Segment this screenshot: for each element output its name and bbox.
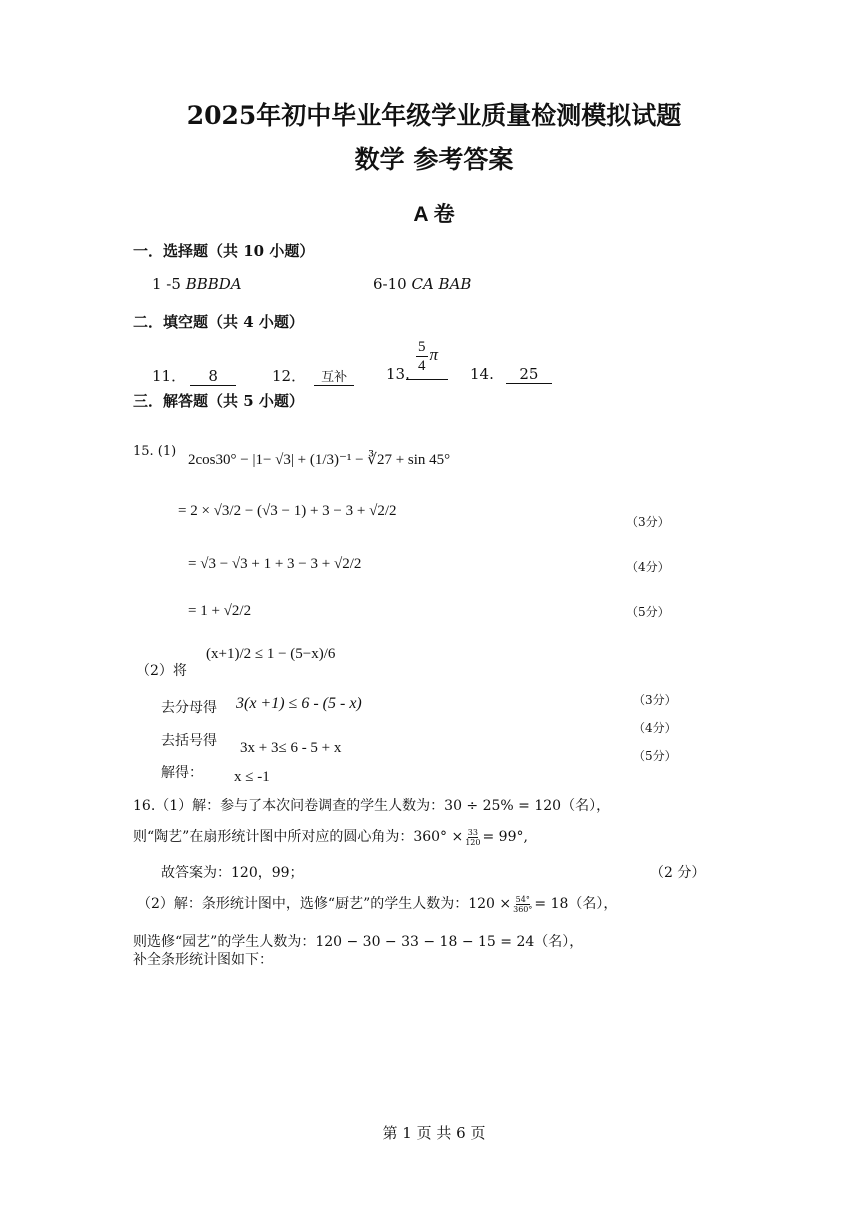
q15-line-4: = 1 + √2/2 <box>188 603 252 619</box>
section-3-heading: 三．解答题（共 5 小题） <box>133 392 304 410</box>
q16-line-5: 则选修“园艺”的学生人数为：120 − 30 − 33 − 18 − 15 = 24（名）， <box>133 934 584 950</box>
mc-answers-1: BBBDA <box>185 275 242 293</box>
q14-label: 14. <box>470 365 494 383</box>
q15-part2-inequality: (x+1)/2 ≤ 1 − (5−x)/6 <box>206 646 336 662</box>
step-3-label: 解得： <box>161 765 203 781</box>
mc-range-2: 6-10 <box>373 275 412 293</box>
q14-answer: 25 <box>506 365 552 384</box>
q11-label: 11． <box>152 367 187 385</box>
q16-frac2-num: 54° <box>515 894 530 904</box>
part2-score-3: （5分） <box>633 749 677 763</box>
q16-frac1-den: 120 <box>465 837 481 847</box>
q16-line-3: 故答案为：120，99； <box>161 865 304 881</box>
step-2-expression: 3x + 3≤ 6 - 5 + x <box>240 740 342 756</box>
part2-score-2: （4分） <box>633 721 677 735</box>
q11-answer: 8 <box>190 367 236 386</box>
step-2-label: 去括号得 <box>161 733 217 749</box>
fill-q13-label: 13. <box>386 365 410 383</box>
mc-answers-2: CA BAB <box>411 275 472 293</box>
q16-line-1: 16.（1）解：参与了本次问卷调查的学生人数为：30 ÷ 25% = 120（名）， <box>133 798 611 814</box>
q16-frac1-num: 33 <box>467 827 478 837</box>
q16-line-2-result: = 99°, <box>482 829 528 845</box>
page-subtitle: 数学 参考答案 <box>354 145 514 174</box>
q13-fraction <box>414 338 438 375</box>
part2-score-1: （3分） <box>633 693 677 707</box>
q16-frac2-den: 360° <box>513 904 533 914</box>
q15-label: 15. (1) <box>133 444 177 459</box>
q16-score: （2 分） <box>650 865 706 881</box>
q15-line-1: 2cos30° − |1− √3| + (1/3)⁻¹ − ∛27 + sin 45° <box>188 452 451 468</box>
mc-range-1: 1 -5 <box>152 275 186 293</box>
fill-q11 <box>152 365 236 386</box>
fill-q14 <box>470 365 552 384</box>
mc-group-2 <box>373 275 471 293</box>
q16-line-2 <box>133 826 528 847</box>
q15-score-2: （4分） <box>626 560 670 574</box>
step-1-label: 去分母得 <box>161 700 217 716</box>
page-number: 第 1 页 共 6 页 <box>382 1124 486 1142</box>
q16-line-2-text: 则“陶艺”在扇形统计图中所对应的圆心角为：360° × <box>133 829 464 845</box>
mc-group-1 <box>152 275 242 293</box>
page-title: 2025年初中毕业年级学业质量检测模拟试题 <box>186 101 682 130</box>
q16-line-4-result: = 18（名）， <box>534 896 618 912</box>
q15-score-3: （5分） <box>626 605 670 619</box>
fill-q12 <box>272 365 354 386</box>
q15-score-1: （3分） <box>626 515 670 529</box>
q13-numerator: 5 <box>418 339 426 355</box>
q15-line-3: = √3 − √3 + 1 + 3 − 3 + √2/2 <box>188 556 362 572</box>
section-2-heading: 二．填空题（共 4 小题） <box>133 313 304 331</box>
q13-denominator: 4 <box>418 358 426 374</box>
q15-part2-label: （2）将 <box>136 663 187 679</box>
step-1-expression: 3(x +1) ≤ 6 - (5 - x) <box>236 695 362 712</box>
paper-label: A 卷 <box>413 203 455 226</box>
q12-answer: 互补 <box>314 366 354 386</box>
q16-line-6: 补全条形统计图如下： <box>133 952 273 968</box>
q13-pi: π <box>429 344 439 364</box>
q16-line-4 <box>137 893 617 914</box>
q12-label: 12． <box>272 367 307 385</box>
q15-line-2: = 2 × √3/2 − (√3 − 1) + 3 − 3 + √2/2 <box>178 503 397 519</box>
step-3-expression: x ≤ -1 <box>234 769 270 785</box>
q16-line-4-text: （2）解：条形统计图中，选修“厨艺”的学生人数为：120 × <box>137 896 512 912</box>
section-1-heading: 一．选择题（共 10 小题） <box>133 242 315 260</box>
